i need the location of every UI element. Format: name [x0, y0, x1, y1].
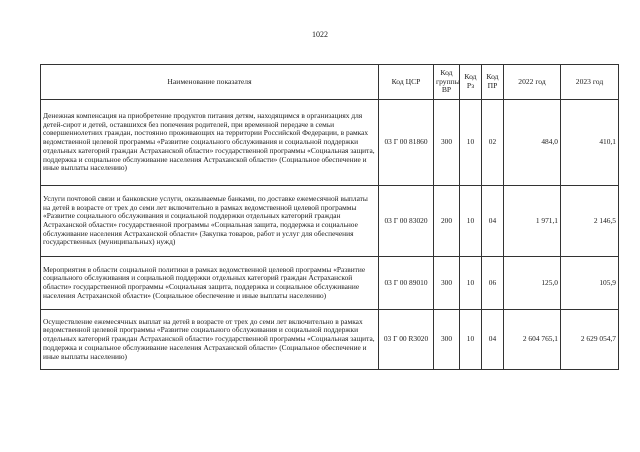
row-pr: 06 — [482, 257, 504, 310]
row-csr: 03 Г 00 81860 — [379, 100, 434, 186]
header-pr: Код ПР — [482, 65, 504, 100]
row-vr: 300 — [434, 257, 460, 310]
row-2023: 2 146,5 — [561, 186, 619, 257]
row-2022: 484,0 — [504, 100, 561, 186]
row-name: Осуществление ежемесячных выплат на детей в возрасте от трех до семи лет включительно в рамках ведомственной целевой программы «Развитие социального обслуживания и социальной поддержки отдельных категорий граждан Астраханской области» государственной программы «Социальная защита, поддержка и социальное обслуживание населения Астраханской области» (Социальное обеспечение и иные выплаты населению) — [41, 310, 379, 370]
row-vr: 200 — [434, 186, 460, 257]
header-2022: 2022 год — [504, 65, 561, 100]
row-2023: 105,9 — [561, 257, 619, 310]
row-csr: 03 Г 00 R3020 — [379, 310, 434, 370]
row-rz: 10 — [460, 100, 482, 186]
row-2022: 125,0 — [504, 257, 561, 310]
row-pr: 02 — [482, 100, 504, 186]
row-rz: 10 — [460, 310, 482, 370]
page-number: 1022 — [312, 30, 328, 39]
row-name: Мероприятия в области социальной политики в рамках ведомственной целевой программы «Развитие социального обслуживания и социальной поддержки отдельных категорий граждан Астраханской области» государственной программы «Социальная защита, поддержка и социальное обслуживание населения Астраханской области» (Социальное обеспечение и иные выплаты населению) — [41, 257, 379, 310]
header-vr: Код группы ВР — [434, 65, 460, 100]
header-name: Наименование показателя — [41, 65, 379, 100]
row-2022: 2 604 765,1 — [504, 310, 561, 370]
header-2023: 2023 год — [561, 65, 619, 100]
row-pr: 04 — [482, 310, 504, 370]
table-row — [41, 310, 619, 370]
header-rz: Код Рз — [460, 65, 482, 100]
row-rz: 10 — [460, 257, 482, 310]
row-csr: 03 Г 00 83020 — [379, 186, 434, 257]
row-2022: 1 971,1 — [504, 186, 561, 257]
row-name: Услуги почтовой связи и банковские услуги, оказываемые банками, по доставке ежемесячной выплаты на детей в возрасте от трех до семи лет включительно в рамках ведомственной целевой программы «Развитие социального обслуживания и социальной поддержки отдельных категорий граждан Астраханской области» государственной программы «Социальная защита, поддержка и социальное обслуживание населения Астраханской области» (Закупка товаров, работ и услуг для обеспечения государственных (муниципальных) нужд) — [41, 186, 379, 257]
header-csr: Код ЦСР — [379, 65, 434, 100]
row-2023: 410,1 — [561, 100, 619, 186]
row-vr: 300 — [434, 310, 460, 370]
row-2023: 2 629 054,7 — [561, 310, 619, 370]
budget-table — [40, 64, 619, 370]
row-pr: 04 — [482, 186, 504, 257]
row-name: Денежная компенсация на приобретение продуктов питания детям, находящимся в организациях для детей-сирот и детей, оставшихся без попечения родителей, при временной передаче в семьи совершеннолетних граждан, постоянно проживающих на территории Российской Федерации, в рамках ведомственной целевой программы «Развитие социального обслуживания и социальной поддержки отдельных категорий граждан Астраханской области» государственной программы «Социальная защита, поддержка и социальное обслуживание населения Астраханской области» (Социальное обеспечение и иные выплаты населению) — [41, 100, 379, 186]
header-row — [41, 65, 619, 100]
table-row — [41, 186, 619, 257]
row-csr: 03 Г 00 89010 — [379, 257, 434, 310]
table-row — [41, 257, 619, 310]
row-rz: 10 — [460, 186, 482, 257]
table-row — [41, 100, 619, 186]
row-vr: 300 — [434, 100, 460, 186]
